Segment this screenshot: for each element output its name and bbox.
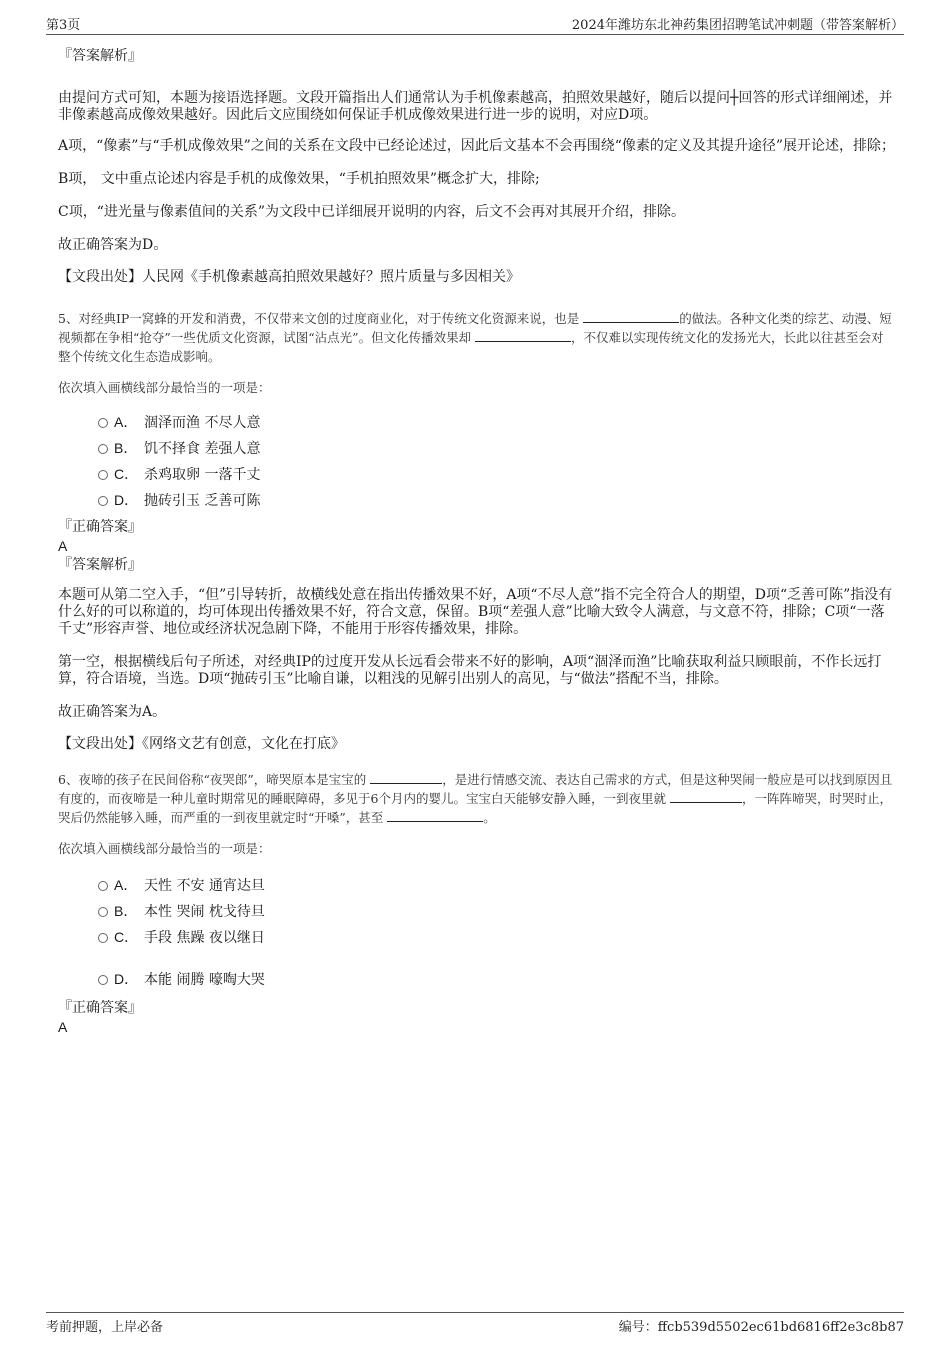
- radio-button[interactable]: [98, 881, 108, 891]
- fill-blank: [370, 771, 442, 784]
- q4-analysis-p1: 由提问方式可知，本题为接语选择题。文段开篇指出人们通常认为手机像素越高，拍照效果越好，随后以提问┼回答的形式详细阐述，并非像素越高成像效果越好。因此后文应围绕如何保证手机成像效果进行进一步的说明，对应D项。: [58, 90, 893, 123]
- q5-stem: 5、对经典IP一窝蜂的开发和消费，不仅带来文创的过度商业化，对于传统文化资源来说，也是 的做法。各种文化类的综艺、动漫、短视频都在争相“抢夺”一些优质文化资源，试图“沾点光”。但文化传播效果却 ，不仅难以实现传统文化的发扬光大，长此以往甚至会对整个传统文化生态造成影响。: [58, 311, 892, 364]
- radio-button[interactable]: [98, 470, 108, 480]
- q5-option-d[interactable]: D． 抛砖引玉 乏善可陈: [58, 487, 896, 513]
- q5-answer-label: 『正确答案』: [58, 519, 142, 535]
- q5-analysis-p3: 故正确答案为A。: [58, 704, 167, 720]
- q4-analysis-label: 『答案解析』: [58, 48, 142, 64]
- fill-blank: [670, 790, 742, 803]
- radio-button[interactable]: [98, 444, 108, 454]
- document-title: 2024年潍坊东北神药集团招聘笔试冲刺题（带答案解析）: [571, 18, 904, 33]
- fill-blank: [475, 329, 571, 342]
- page-number: 第3页: [46, 18, 81, 33]
- q4-analysis-p4: C项，“进光量与像素值间的关系”为文段中已详细展开说明的内容，后文不会再对其展开介绍，排除。: [58, 204, 686, 220]
- q4-analysis-p3: B项， 文中重点论述内容是手机的成像效果，“手机拍照效果”概念扩大，排除;: [58, 171, 540, 187]
- q6-prompt: 依次填入画横线部分最恰当的一项是：: [58, 841, 271, 856]
- q4-analysis-p2: A项，“像素”与“手机成像效果”之间的关系在文段中已经论述过，因此后文基本不会再围绕“像素的定义及其提升途径”展开论述，排除；: [58, 138, 896, 154]
- page-content: [58, 44, 896, 1036]
- q5-options: [58, 409, 896, 513]
- q6-answer: A: [58, 1019, 68, 1035]
- footer-slogan: 考前押题，上岸必备: [46, 1320, 164, 1335]
- q6-stem: 6、夜啼的孩子在民间俗称“夜哭郎”，啼哭原本是宝宝的 ，是进行情感交流、表达自己需求的方式，但是这种哭闹一般应是可以找到原因且有度的，而夜啼是一种儿童时期常见的睡眠障碍，多见于6个月内的婴儿。宝宝白天能够安静入睡，一到夜里就 ，一阵阵啼哭，时哭时止，哭后仍然能够入睡，而严重的一到夜里就定时“开嗓”，甚至 。: [58, 772, 893, 825]
- q6-option-c[interactable]: C． 手段 焦躁 夜以继日: [58, 924, 896, 950]
- q5-analysis-label: 『答案解析』: [58, 557, 142, 573]
- q6-options: [58, 872, 896, 992]
- q6-option-d[interactable]: D． 本能 闹腾 嚎啕大哭: [58, 966, 896, 992]
- document-id: 编号：ffcb539d5502ec61bd6816ff2e3c8b87: [618, 1320, 904, 1335]
- radio-button[interactable]: [98, 933, 108, 943]
- q6-answer-label: 『正确答案』: [58, 1000, 142, 1016]
- radio-button[interactable]: [98, 975, 108, 985]
- q4-source: 【文段出处】人民网《手机像素越高拍照效果越好？照片质量与多因相关》: [58, 269, 520, 285]
- radio-button[interactable]: [98, 907, 108, 917]
- q6-option-a[interactable]: A． 天性 不安 通宵达旦: [58, 872, 896, 898]
- page-footer: [46, 1312, 904, 1338]
- q5-option-b[interactable]: B． 饥不择食 差强人意: [58, 435, 896, 461]
- q5-answer: A: [58, 538, 68, 554]
- q5-analysis-p1: 本题可从第二空入手，“但”引导转折，故横线处意在指出传播效果不好，A项“不尽人意”指不完全符合人的期望，D项“乏善可陈”指没有什么好的可以称道的，均可体现出传播效果不好，符合文意，保留。B项“差强人意”比喻大致令人满意，与文意不符，排除；C项“一落千丈”形容声誉、地位或经济状况急剧下降，不能用于形容传播效果，排除。: [58, 587, 893, 637]
- q5-option-c[interactable]: C． 杀鸡取卵 一落千丈: [58, 461, 896, 487]
- fill-blank: [583, 310, 679, 323]
- q6-option-b[interactable]: B． 本性 哭闹 枕戈待旦: [58, 898, 896, 924]
- q5-option-a[interactable]: A． 涸泽而渔 不尽人意: [58, 409, 896, 435]
- fill-blank: [387, 809, 483, 822]
- q5-analysis-p2: 第一空，根据横线后句子所述，对经典IP的过度开发从长远看会带来不好的影响，A项“涸泽而渔”比喻获取利益只顾眼前，不作长远打算，符合语境，当选。D项“抛砖引玉”比喻自谦，以粗浅的见解引出别人的高见，与“做法”搭配不当，排除。: [58, 654, 882, 687]
- page-header: [46, 14, 904, 35]
- radio-button[interactable]: [98, 496, 108, 506]
- q4-analysis-p5: 故正确答案为D。: [58, 237, 168, 253]
- q5-prompt: 依次填入画横线部分最恰当的一项是：: [58, 380, 271, 395]
- radio-button[interactable]: [98, 418, 108, 428]
- q5-source: 【文段出处】《网络文艺有创意，文化在打底》: [58, 736, 345, 752]
